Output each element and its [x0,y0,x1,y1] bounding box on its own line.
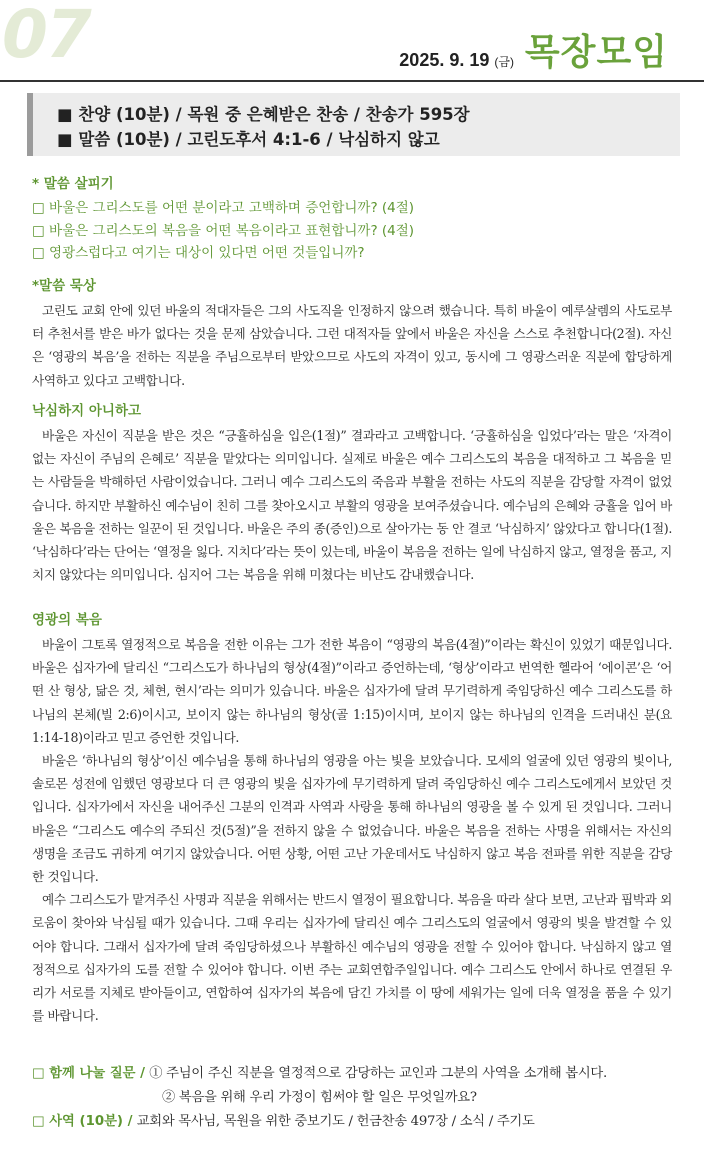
meeting-date [399,50,514,71]
observe-question: □ 영광스럽다고 여기는 대상이 있다면 어떤 것들입니까? [32,245,365,261]
order-summary-box [27,93,680,156]
ministry-line [32,1110,672,1134]
summary-word: ■ 말씀 (10분) / 고린도후서 4:1-6 / 낙심하지 않고 [57,130,440,149]
date-text: 2025. 9. 19 [399,50,490,70]
summary-worship: ■ 찬양 (10분) / 목원 중 은혜받은 찬송 / 찬송가 595장 [57,105,470,124]
meditation-section [32,276,672,392]
observe-section [32,174,672,265]
discussion-label: □ 함께 나눌 질문 / [32,1066,146,1081]
weekday: (금) [494,55,514,69]
section2-paragraph: 예수 그리스도가 맡겨주신 사명과 직분을 위해서는 반드시 열정이 필요합니다. 복음을 따라 살다 보면, 고난과 핍박과 외로움이 찾아와 낙심될 때가 있습니다. 그때 우리는 십자가에 달리신 예수 그리스도의 얼굴에서 영광의 빛을 발견할 수 있어야 합니다. 그래서 십자가에 달려 죽임당하셨으나 부활하신 예수님의 영광을 전할 수 있어야 합니다. 낙심하지 않고 열정적으로 십자가의 도를 전할 수 있어야 합니다. 이번 주는 교회연합주일입니다. 예수 그리스도 안에서 하나로 연결된 우리가 서로를 지체로 받아들이고, 연합하여 십자가의 복음에 담긴 가치를 이 땅에 세워가는 일에 더욱 열정을 품을 수 있기를 바랍니다. [32,892,672,1024]
section2-title: 영광의 복음 [32,612,102,628]
section-not-discouraged [32,401,672,586]
page-number: 07 [2,0,90,73]
discussion-q1-line [32,1062,672,1086]
page-title: 목장모임 [524,32,668,73]
discussion-question-1: ① 주님이 주신 직분을 열정적으로 감당하는 교인과 그분의 사역을 소개해 봅시다. [149,1066,607,1081]
section2-paragraph: 바울이 그토록 열정적으로 복음을 전한 이유는 그가 전한 복음이 “영광의 복음(4절)”이라는 확신이 있었기 때문입니다. 바울은 십자가에 달리신 “그리스도가 하나님의 형상(4절)”이라고 증언하는데, ‘형상’이라고 번역한 헬라어 ‘에이콘’은 ‘어떤 산 형상, 닮은 것, 체현, 현시’라는 의미가 있습니다. 바울은 십자가에 달려 무기력하게 죽임당하신 예수 그리스도를 하나님의 본체(빌 2:6)이시고, 보이지 않는 하나님의 형상(골 1:15)이시며, 보이지 않는 하나님의 인격을 드러내신 분(요 1:14-18)이라고 믿고 증언한 것입니다. [32,637,672,745]
meditation-paragraph: 고린도 교회 안에 있던 바울의 적대자들은 그의 사도직을 인정하지 않으려 했습니다. 특히 바울이 예루살렘의 사도로부터 추천서를 받은 바가 없다는 것을 문제 삼았습니다. 그런 대적자들 앞에서 바울은 자신을 스스로 추천합니다(2절). 자신은 ‘영광의 복음’을 전하는 직분을 주님으로부터 받았으므로 사도의 자격이 있고, 동시에 그 영광스러운 직분에 합당하게 사역하고 있다고 고백합니다. [32,303,672,388]
section2-paragraph: 바울은 ‘하나님의 형상’이신 예수님을 통해 하나님의 영광을 아는 빛을 보았습니다. 모세의 얼굴에 있던 영광의 빛이나, 솔로몬 성전에 임했던 영광보다 더 큰 영광의 빛을 십자가에 무기력하게 달려 죽임당하신 예수 그리스도에게서 보았던 것입니다. 십자가에서 자신을 내어주신 그분의 인격과 사역과 사랑을 통해 하나님의 영광을 볼 수 있게 된 것입니다. 그러니 바울은 “그리스도 예수의 주되신 것(5절)”을 전하지 않을 수 없었습니다. 바울은 복음을 전하는 사명을 위해서는 자신의 생명을 조금도 귀하게 여기지 않았습니다. 어떤 상황, 어떤 고난 가운데서도 낙심하지 않고 복음 전파를 위한 직분을 감당한 것입니다. [32,753,672,885]
ministry-text: 교회와 목사님, 목원을 위한 중보기도 / 헌금찬송 497장 / 소식 / 주기도 [136,1114,535,1129]
section1-paragraph: 바울은 자신이 직분을 받은 것은 “긍휼하심을 입은(1절)” 결과라고 고백합니다. ‘긍휼하심을 입었다’라는 말은 ‘자격이 없는 자신이 주님의 은혜로’ 직분을 맡았다는 의미입니다. 실제로 바울은 예수 그리스도의 복음을 대적하고 그 복음을 믿는 사람들을 박해하던 사람이었습니다. 그러니 예수 그리스도의 죽음과 부활을 전하는 사도의 직분을 감당할 자격이 없었습니다. 하지만 부활하신 예수님이 친히 그를 찾아오시고 부활의 영광을 보여주셨습니다. 예수님의 은혜와 긍휼을 입어 바울은 복음을 전하는 일꾼이 된 것입니다. 바울은 주의 종(증인)으로 살아가는 동 안 결코 ‘낙심하지’ 않았다고 합니다(1절). ‘낙심하다’라는 단어는 ‘열정을 잃다. 지치다’라는 뜻이 있는데, 바울이 복음을 전하는 일에 낙심하지 않고, 열정을 품고, 지치지 않았다는 의미입니다. 심지어 그는 복음을 위해 미쳤다는 비난도 감내했습니다. [32,428,672,583]
ministry-label: □ 사역 (10분) / [32,1114,133,1129]
header-divider [0,80,704,82]
section-glory-gospel [32,610,672,1027]
observe-title: * 말씀 살피기 [32,176,114,192]
section1-title: 낙심하지 아니하고 [32,403,142,419]
discussion-q2-line [32,1086,672,1110]
discussion-section [32,1062,672,1134]
meditation-title: *말씀 묵상 [32,278,96,294]
discussion-question-2: ② 복음을 위해 우리 가정이 힘써야 할 일은 무엇일까요? [162,1090,477,1105]
observe-question: □ 바울은 그리스도를 어떤 분이라고 고백하며 증언합니까? (4절) [32,200,415,216]
observe-question: □ 바울은 그리스도의 복음을 어떤 복음이라고 표현합니까? (4절) [32,222,415,239]
